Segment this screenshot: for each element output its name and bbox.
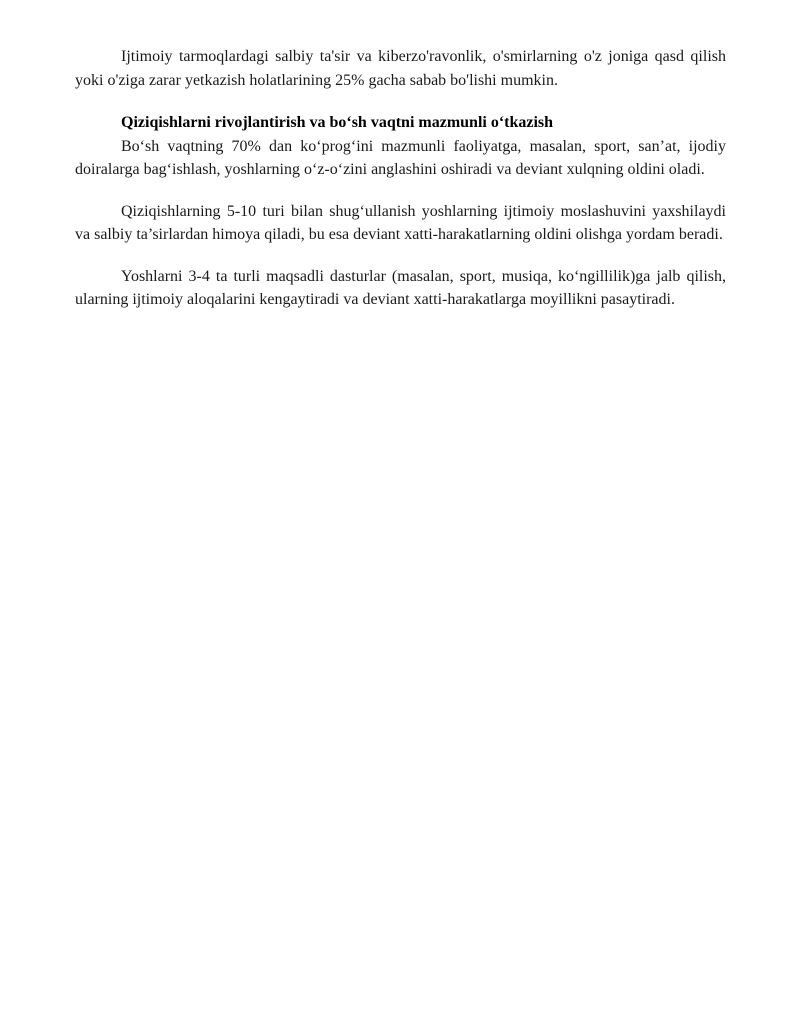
paragraph-cyberbullying: Ijtimoiy tarmoqlardagi salbiy ta'sir va kiberzo'ravonlik, o'smirlarning o'z joniga qasd qilish yoki o'ziga zarar yetkazish holatlarining 25% gacha sabab bo'lishi mumkin. — [75, 48, 726, 89]
document-body — [75, 45, 726, 312]
paragraph-programs: Yoshlarni 3-4 ta turli maqsadli dasturlar (masalan, sport, musiqa, ko‘ngillilik)ga jalb qilish, ularning ijtimoiy aloqalarini kengaytiradi va deviant xatti-harakatlarga moyillikni pasaytiradi. — [75, 267, 726, 308]
paragraph-free-time: Bo‘sh vaqtning 70% dan ko‘prog‘ini mazmunli faoliyatga, masalan, sport, san’at, ijodiy doiralarga bag‘ishlash, yoshlarning o‘z-o‘zini anglashini oshiradi va deviant xulqning oldini oladi. — [75, 137, 726, 178]
paragraph-interests: Qiziqishlarning 5-10 turi bilan shug‘ullanish yoshlarning ijtimoiy moslashuvini yaxshilaydi va salbiy ta’sirlardan himoya qiladi, bu esa deviant xatti-harakatlarning oldini olishga yordam beradi. — [75, 202, 726, 243]
section-heading: Qiziqishlarni rivojlantirish va bo‘sh vaqtni mazmunli o‘tkazish — [121, 114, 554, 131]
